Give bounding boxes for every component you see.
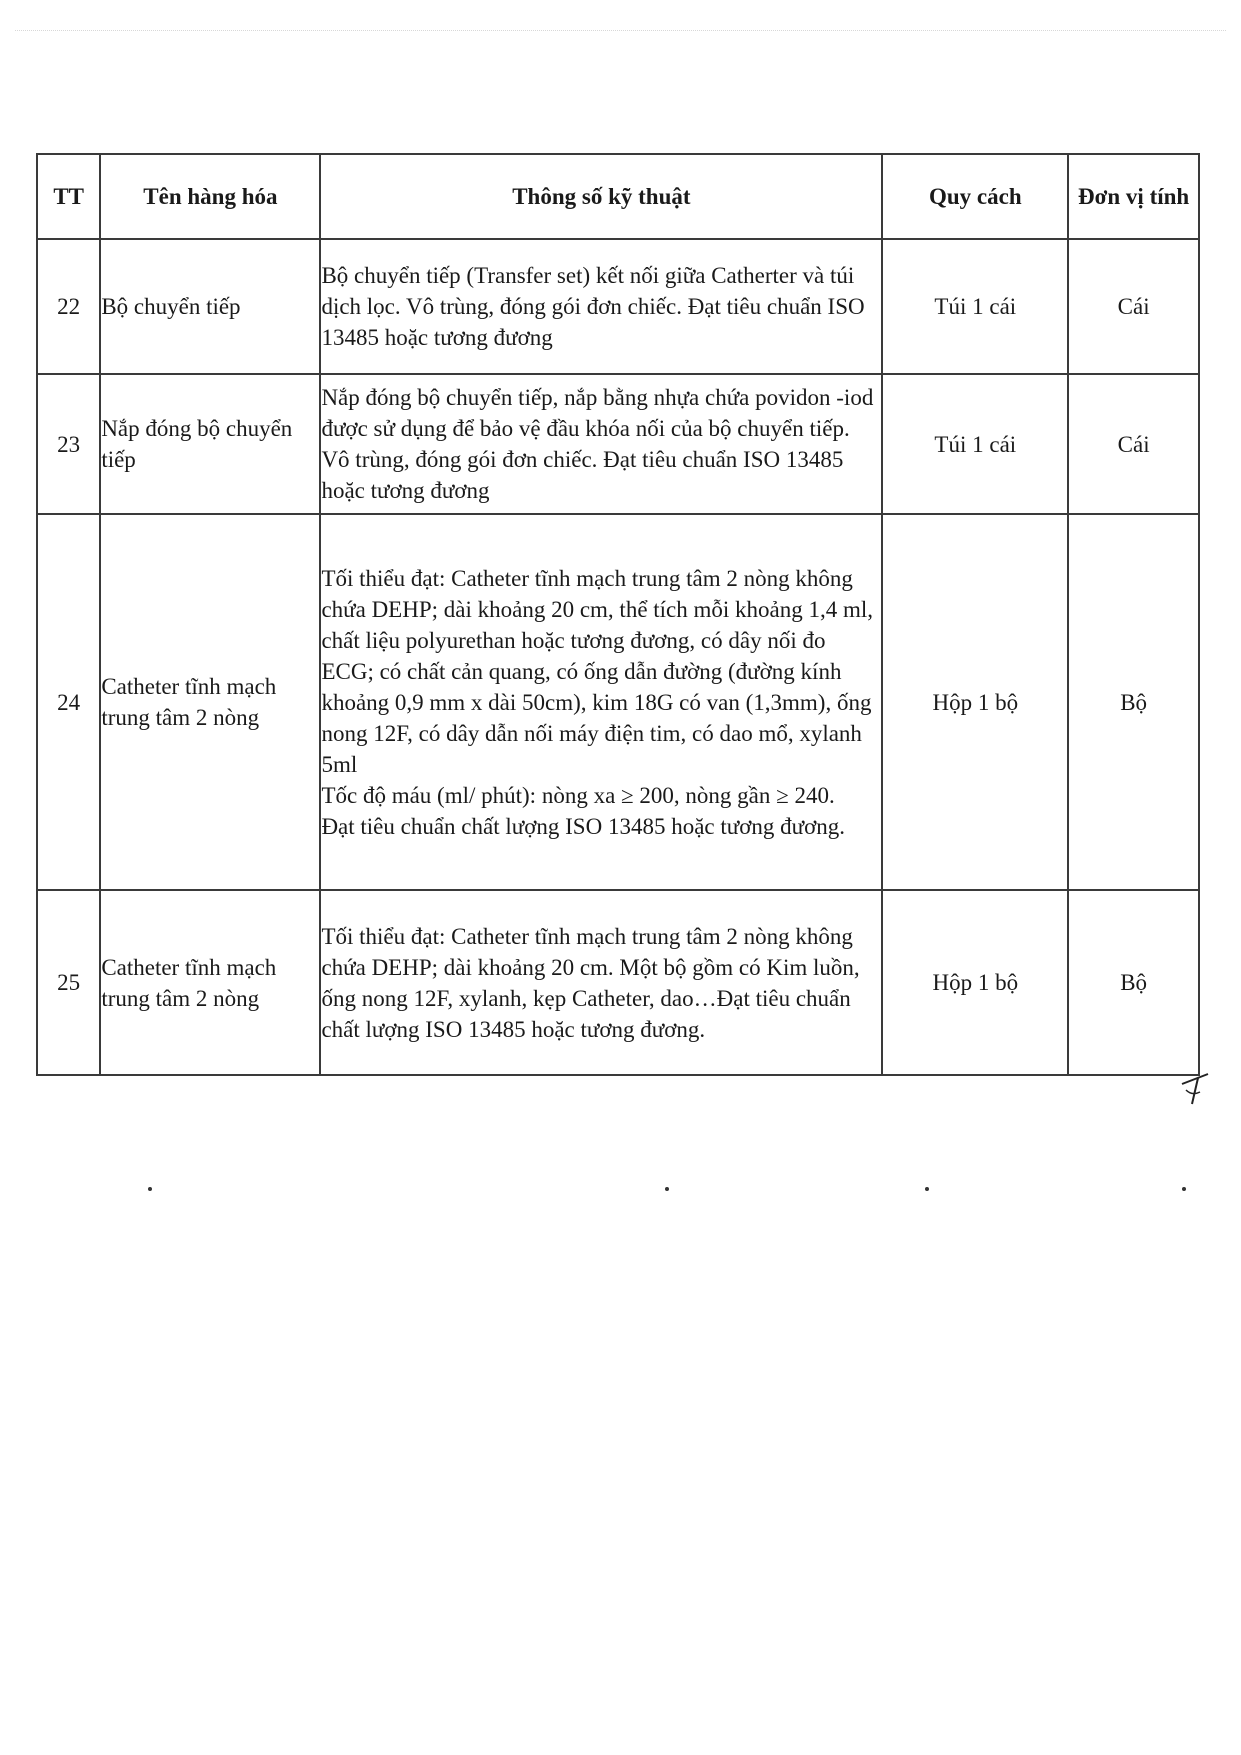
header-spec: Thông số kỹ thuật <box>320 154 882 239</box>
item-packing: Túi 1 cái <box>882 374 1068 514</box>
item-unit: Bộ <box>1068 514 1199 890</box>
item-spec-text: Tối thiểu đạt: Catheter tĩnh mạch trung tâm 2 nòng không chứa DEHP; dài khoảng 20 cm. Một bộ gồm có Kim luồn, ống nong 12F, xylanh, kẹp Catheter, dao…Đạt tiêu chuẩn chất lượng ISO 13485 hoặc tương đương. <box>321 923 860 1042</box>
header-unit: Đơn vị tính <box>1068 154 1199 239</box>
item-spec <box>320 890 882 1075</box>
table-row <box>37 374 1199 514</box>
item-name: Catheter tĩnh mạch trung tâm 2 nòng <box>100 514 320 890</box>
item-unit: Cái <box>1068 239 1199 374</box>
item-unit: Bộ <box>1068 890 1199 1075</box>
header-tt: TT <box>37 154 100 239</box>
item-spec-text: Bộ chuyển tiếp (Transfer set) kết nối giữa Catherter và túi dịch lọc. Vô trùng, đóng gói đơn chiếc. Đạt tiêu chuẩn ISO 13485 hoặc tương đương <box>321 263 865 350</box>
item-spec <box>320 239 882 374</box>
handwritten-initial-mark <box>1178 1070 1212 1108</box>
scan-dot <box>665 1187 669 1191</box>
scan-dot <box>1182 1187 1186 1191</box>
specification-table <box>36 153 1200 1076</box>
row-number: 25 <box>37 890 100 1075</box>
header-name: Tên hàng hóa <box>100 154 320 239</box>
item-packing: Hộp 1 bộ <box>882 890 1068 1075</box>
table-row <box>37 239 1199 374</box>
item-name: Nắp đóng bộ chuyển tiếp <box>100 374 320 514</box>
item-name: Catheter tĩnh mạch trung tâm 2 nòng <box>100 890 320 1075</box>
table-row <box>37 890 1199 1075</box>
item-packing: Hộp 1 bộ <box>882 514 1068 890</box>
item-spec-text: Tối thiểu đạt: Catheter tĩnh mạch trung tâm 2 nòng không chứa DEHP; dài khoảng 20 cm, thể tích mỗi khoảng 1,4 ml, chất liệu polyurethan hoặc tương đương, có dây nối đo ECG; có chất cản quang, có ống dẫn đường (đường kính khoảng 0,9 mm x dài 50cm), kim 18G có van (1,3mm), ống nong 12F, có dây dẫn nối máy điện tim, có dao mổ, xylanh 5ml Tốc độ máu (ml/ phút): nòng xa ≥ 200, nòng gần ≥ 240. Đạt tiêu chuẩn chất lượng ISO 13485 hoặc tương đương. <box>321 565 874 839</box>
row-number: 24 <box>37 514 100 890</box>
item-spec <box>320 514 882 890</box>
header-packing: Quy cách <box>882 154 1068 239</box>
row-number: 23 <box>37 374 100 514</box>
item-packing: Túi 1 cái <box>882 239 1068 374</box>
scan-edge-line <box>15 30 1226 31</box>
row-number: 22 <box>37 239 100 374</box>
item-unit: Cái <box>1068 374 1199 514</box>
scan-dot <box>925 1187 929 1191</box>
item-spec <box>320 374 882 514</box>
table-row <box>37 514 1199 890</box>
table-header-row <box>37 154 1199 239</box>
scan-dot <box>148 1187 152 1191</box>
item-spec-text: Nắp đóng bộ chuyển tiếp, nắp bằng nhựa chứa povidon -iod được sử dụng để bảo vệ đầu khóa nối của bộ chuyển tiếp. Vô trùng, đóng gói đơn chiếc. Đạt tiêu chuẩn ISO 13485 hoặc tương đương <box>321 385 874 503</box>
item-name: Bộ chuyển tiếp <box>100 239 320 374</box>
